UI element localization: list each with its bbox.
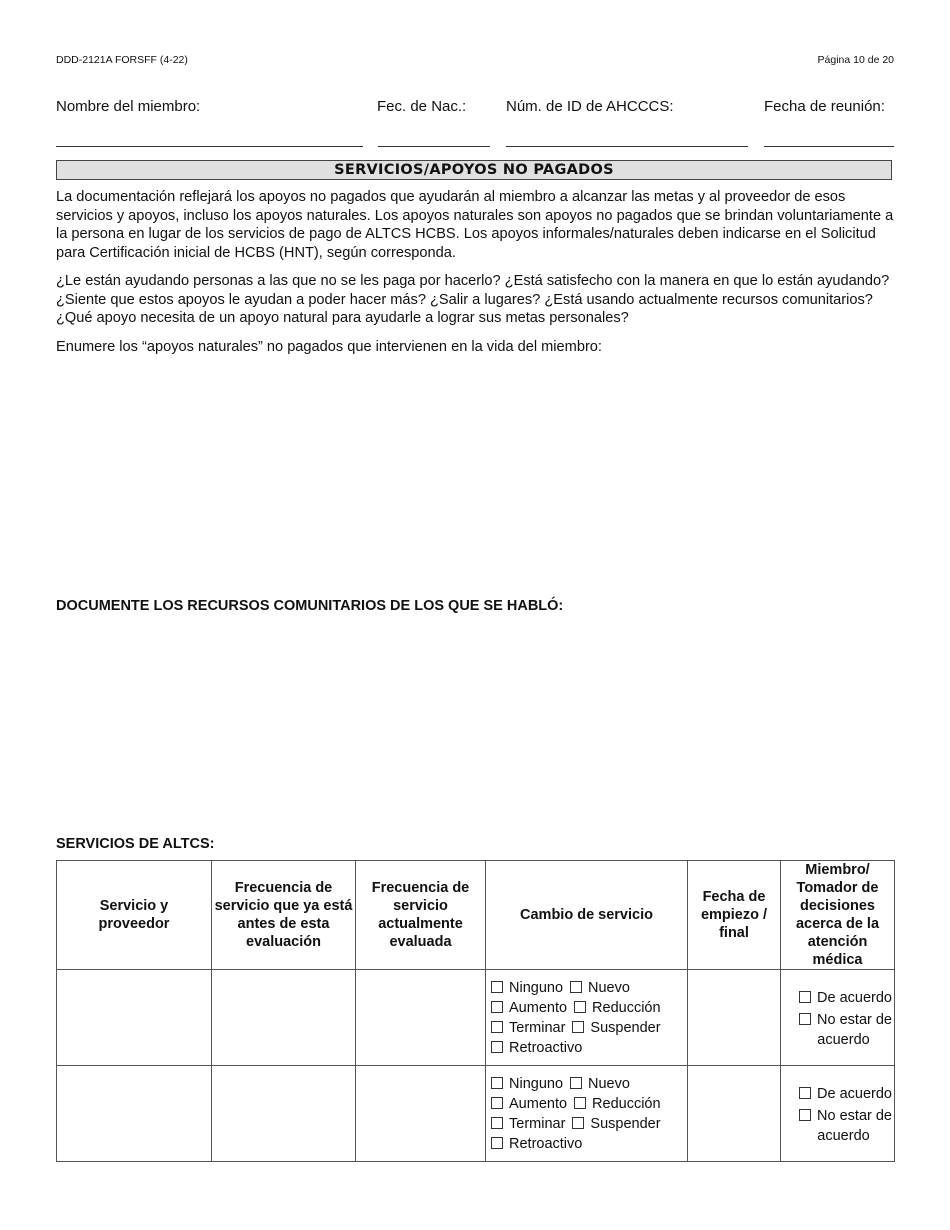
service-provider-cell[interactable] [57,1066,212,1162]
prior-frequency-cell[interactable] [212,970,356,1066]
section-title: SERVICIOS/APOYOS NO PAGADOS [56,160,892,180]
retroactivo-checkbox[interactable] [491,1041,503,1053]
nuevo-checkbox[interactable] [570,1077,582,1089]
option-label: Terminar [509,1115,566,1132]
ninguno-checkbox[interactable] [491,981,503,993]
page-number: Página 10 de 20 [817,54,894,66]
header-prior-frequency: Frecuencia de servicio que ya está antes de esta evaluación [212,861,356,970]
agree-label: De acuerdo [817,989,892,1006]
reduccion-checkbox[interactable] [574,1001,586,1013]
header-assessed-frequency: Frecuencia de servicio actualmente evaluada [356,861,486,970]
disagree-label-cont: acuerdo [817,1031,870,1048]
altcs-services-heading: SERVICIOS DE ALTCS: [56,836,215,852]
start-end-date-cell[interactable] [688,1066,781,1162]
aumento-checkbox[interactable] [491,1097,503,1109]
option-label: Aumento [509,1095,568,1112]
option-label: Reducción [592,1095,661,1112]
form-code: DDD-2121A FORSFF (4-22) [56,54,188,66]
assessed-frequency-cell[interactable] [356,1066,486,1162]
questions-paragraph: ¿Le están ayudando personas a las que no se les paga por hacerlo? ¿Está satisfecho con la manera en que lo están ayudando? ¿Siente que estos apoyos le ayudan a poder hacer más? ¿Salir a lugares? ¿Está usando actualmente recursos comunitarios? ¿Qué apoyo necesita de un apoyo natural para ayudarle a lograr sus metas personales? [56,273,890,326]
header-service-change: Cambio de servicio [486,861,688,970]
service-change-cell [486,1066,688,1162]
start-end-date-cell[interactable] [688,970,781,1066]
agree-label: De acuerdo [817,1085,892,1102]
natural-supports-area[interactable] [56,360,894,585]
dob-field[interactable] [378,146,490,147]
option-label: Ninguno [509,979,564,996]
option-label: Nuevo [588,1075,630,1092]
reduccion-checkbox[interactable] [574,1097,586,1109]
header-service-provider: Servicio y proveedor [57,861,212,970]
member-name-field[interactable] [56,146,363,147]
prior-frequency-cell[interactable] [212,1066,356,1162]
retroactivo-checkbox[interactable] [491,1137,503,1149]
ninguno-checkbox[interactable] [491,1077,503,1089]
natural-supports-prompt: Enumere los “apoyos naturales” no pagados que intervienen en la vida del miembro: [56,339,602,355]
dob-label: Fec. de Nac.: [377,98,467,115]
member-name-label: Nombre del miembro: [56,98,201,115]
suspender-checkbox[interactable] [572,1117,584,1129]
disagree-label: No estar de [817,1011,892,1028]
option-label: Retroactivo [509,1039,583,1056]
meeting-date-label: Fecha de reunión: [764,98,885,115]
disagree-label-cont: acuerdo [817,1127,870,1144]
meeting-date-field[interactable] [764,146,894,147]
ahcccs-id-label: Núm. de ID de AHCCCS: [506,98,674,115]
option-label: Nuevo [588,979,630,996]
terminar-checkbox[interactable] [491,1117,503,1129]
service-provider-cell[interactable] [57,970,212,1066]
agree-checkbox[interactable] [799,1087,811,1099]
option-label: Retroactivo [509,1135,583,1152]
suspender-checkbox[interactable] [572,1021,584,1033]
disagree-label: No estar de [817,1107,892,1124]
intro-paragraph: La documentación reflejará los apoyos no pagados que ayudarán al miembro a alcanzar las metas y al proveedor de esos servicios y apoyos, incluso los apoyos naturales. Los apoyos naturales son apoyos no pagados que se brindan voluntariamente a la persona en lugar de los servicios de pago de ALTCS HCBS. Los apoyos informales/naturales deben indicarse en el Solicitud para Certificación inicial de HCBS (HNT), según corresponda. [56,189,894,261]
aumento-checkbox[interactable] [491,1001,503,1013]
option-label: Suspender [590,1019,661,1036]
community-resources-area[interactable] [56,620,894,820]
ahcccs-id-field[interactable] [506,146,748,147]
option-label: Reducción [592,999,661,1016]
header-start-end-date: Fecha de empiezo / final [688,861,781,970]
option-label: Aumento [509,999,568,1016]
table-row [57,970,895,1066]
nuevo-checkbox[interactable] [570,981,582,993]
altcs-services-table [56,860,895,1162]
agreement-cell [781,970,895,1066]
community-resources-heading: DOCUMENTE LOS RECURSOS COMUNITARIOS DE LOS QUE SE HABLÓ: [56,598,564,614]
agreement-cell [781,1066,895,1162]
assessed-frequency-cell[interactable] [356,970,486,1066]
disagree-checkbox[interactable] [799,1013,811,1025]
option-label: Suspender [590,1115,661,1132]
table-row [57,1066,895,1162]
service-change-cell [486,970,688,1066]
disagree-checkbox[interactable] [799,1109,811,1121]
option-label: Ninguno [509,1075,564,1092]
terminar-checkbox[interactable] [491,1021,503,1033]
agree-checkbox[interactable] [799,991,811,1003]
option-label: Terminar [509,1019,566,1036]
header-member-decision-maker: Miembro/ Tomador de decisiones acerca de la atención médica [781,861,895,970]
